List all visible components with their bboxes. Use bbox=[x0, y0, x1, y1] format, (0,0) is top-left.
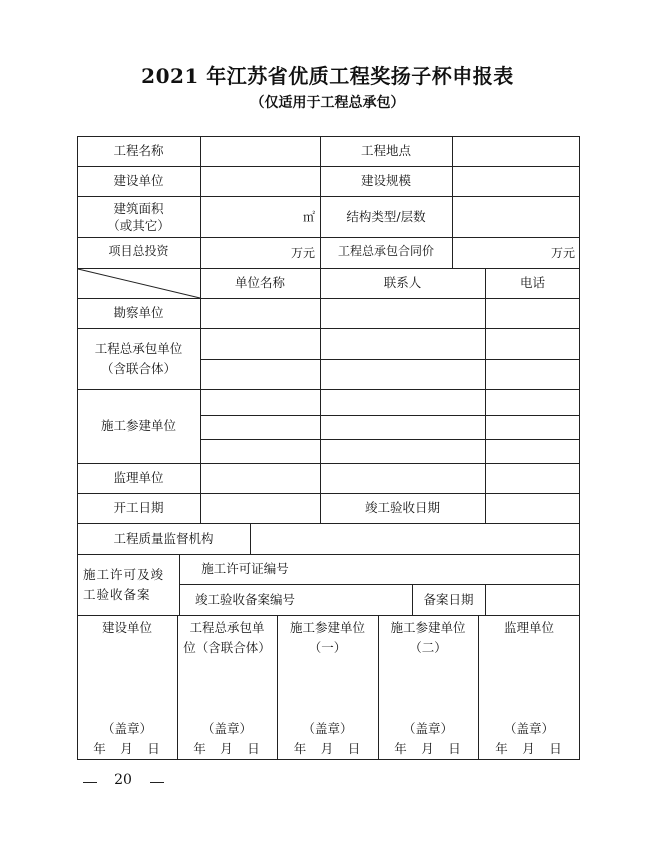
survey-unit-label: 勘察单位 bbox=[113, 305, 164, 320]
date-label: 年 月 日 bbox=[293, 741, 362, 756]
form-title: 2021 年江苏省优质工程奖扬子杯申报表 bbox=[141, 64, 514, 88]
seal-label: （盖章） bbox=[302, 721, 353, 736]
completion-date-label: 竣工验收日期 bbox=[364, 500, 440, 515]
permit-number-label: 施工许可证编号 bbox=[201, 561, 289, 576]
project-location-label: 工程地点 bbox=[360, 143, 411, 158]
investment-unit: 万元 bbox=[290, 246, 315, 260]
unit-name-header: 单位名称 bbox=[234, 275, 285, 290]
building-area-label: 建筑面积 bbox=[113, 201, 164, 216]
building-area-alt-label: （或其它） bbox=[107, 218, 170, 233]
date-label: 年 月 日 bbox=[93, 741, 161, 756]
phone-header: 电话 bbox=[519, 275, 545, 290]
date-label: 年 月 日 bbox=[394, 741, 462, 756]
date-label: 年 月 日 bbox=[495, 741, 563, 756]
signature-subtitle: （一） bbox=[308, 640, 347, 655]
construction-unit-label: 建设单位 bbox=[113, 173, 164, 188]
date-label: 年 月 日 bbox=[193, 741, 261, 756]
total-investment-label: 项目总投资 bbox=[108, 244, 169, 258]
area-unit: ㎡ bbox=[302, 210, 315, 224]
epc-unit-label: 工程总承包单位 bbox=[94, 341, 183, 356]
quality-agency-label: 工程质量监督机构 bbox=[113, 531, 214, 546]
construction-scale-label: 建设规模 bbox=[360, 173, 411, 188]
signature-title: 工程总承包单 bbox=[189, 620, 265, 635]
seal-label: （盖章） bbox=[402, 721, 453, 736]
signature-title: 建设单位 bbox=[101, 620, 152, 635]
supervision-unit-label: 监理单位 bbox=[113, 470, 164, 485]
page-number: 20 bbox=[114, 772, 132, 788]
participating-unit-label: 施工参建单位 bbox=[100, 418, 176, 433]
signature-subtitle: （二） bbox=[409, 640, 447, 655]
form-subtitle: （仅适用于工程总承包） bbox=[250, 95, 405, 111]
page-number-dash-left bbox=[83, 782, 97, 783]
contact-person-header: 联系人 bbox=[383, 275, 422, 290]
signature-title: 施工参建单位 bbox=[289, 620, 365, 635]
header-diagonal-line bbox=[77, 268, 201, 299]
signature-subtitle: 位（含联合体） bbox=[183, 640, 271, 655]
signature-title: 监理单位 bbox=[503, 620, 554, 635]
contract-price-unit: 万元 bbox=[550, 246, 575, 260]
seal-label: （盖章） bbox=[503, 721, 554, 736]
application-form-table bbox=[77, 136, 580, 760]
signature-title: 施工参建单位 bbox=[390, 620, 466, 635]
start-date-label: 开工日期 bbox=[113, 500, 164, 515]
filing-date-label: 备案日期 bbox=[423, 592, 474, 607]
page-number-dash-right bbox=[150, 782, 164, 783]
filing-number-label: 竣工验收备案编号 bbox=[194, 592, 295, 607]
permit-group-label-line1: 施工许可及竣 bbox=[83, 567, 165, 582]
permit-group-label-line2: 工验收备案 bbox=[83, 587, 151, 602]
contract-price-label: 工程总承包合同价 bbox=[337, 244, 434, 258]
structure-type-label: 结构类型/层数 bbox=[346, 209, 426, 224]
project-name-label: 工程名称 bbox=[113, 143, 164, 158]
seal-label: （盖章） bbox=[101, 721, 152, 736]
epc-unit-consortium-label: （含联合体） bbox=[100, 361, 176, 376]
seal-label: （盖章） bbox=[201, 721, 252, 736]
